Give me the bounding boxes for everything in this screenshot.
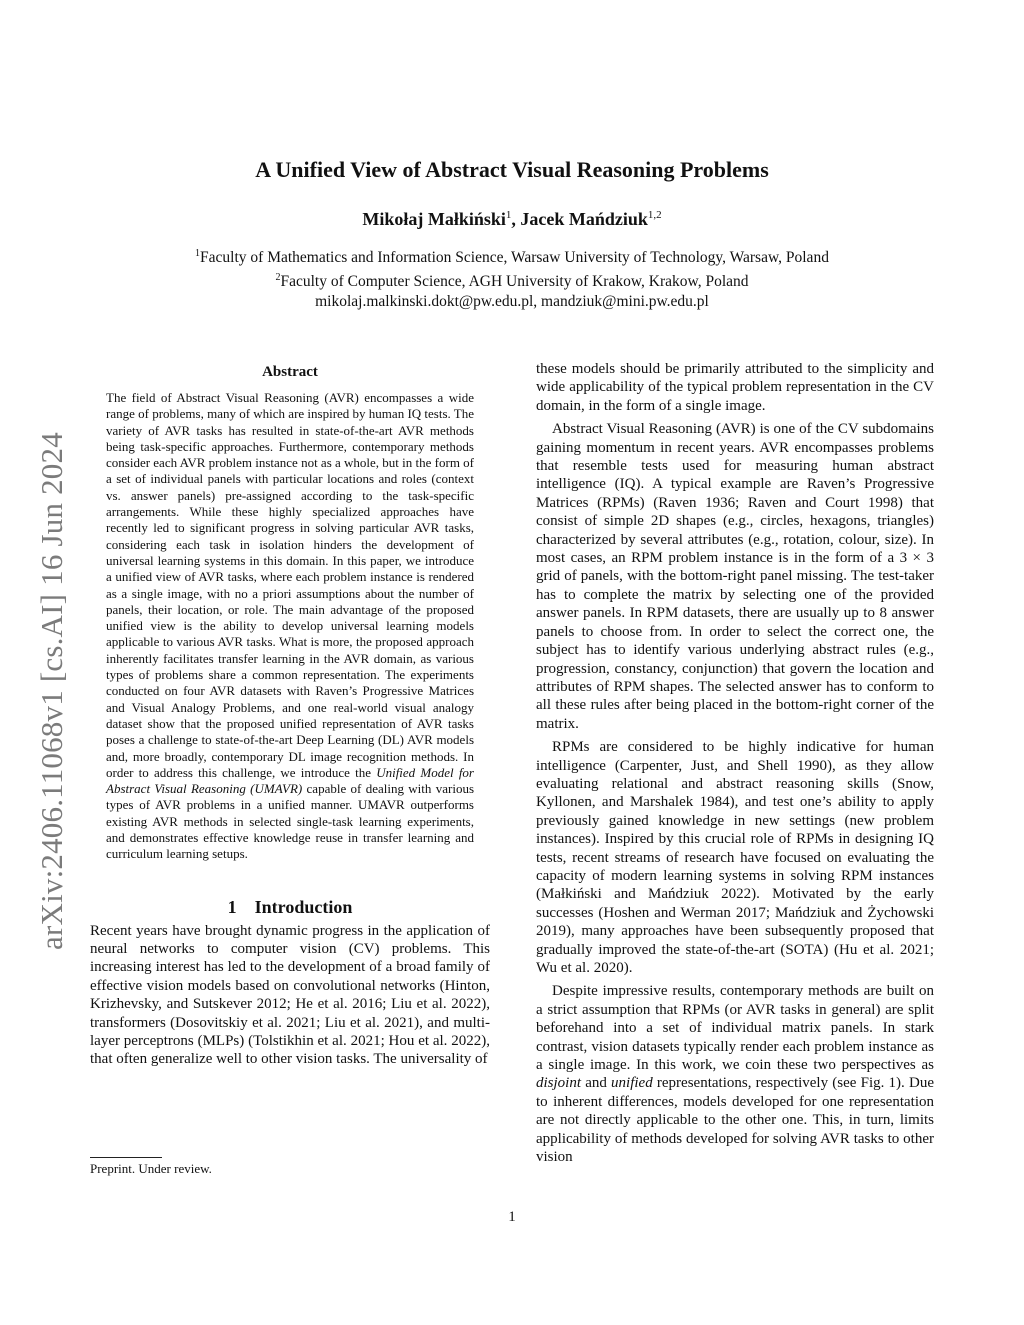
author-affiliation-mark: 1 xyxy=(505,209,512,221)
affiliation-2 xyxy=(0,268,1024,292)
arxiv-stamp[interactable]: arXiv:2406.11068v1 [cs.AI] 16 Jun 2024 xyxy=(34,432,69,950)
affiliation-text: Faculty of Mathematics and Information Science, Warsaw University of Technology, Warsaw, Poland xyxy=(200,249,829,267)
emphasis-unified: unified xyxy=(611,1075,653,1092)
affiliation-mark: 2 xyxy=(275,272,281,284)
abstract-heading: Abstract xyxy=(262,364,318,380)
right-column xyxy=(536,360,934,1166)
affiliation-text: Faculty of Computer Science, AGH University of Krakow, Krakow, Poland xyxy=(280,273,749,291)
abstract-text-main: The field of Abstract Visual Reasoning (AVR) encompasses a wide range of problems, many of which are inspired by human IQ tests. The variety of AVR tasks has resulted in state-of-the-art AVR methods being task-specific approaches. Furthermore, contemporary methods consider each AVR problem instance not as a whole, but in the form of a set of individual panels with particular locations and roles (context vs. answer panels) pre-assigned according to the task-specific arrangements. While these highly specialized approaches have recently led to significant progress in solving particular AVR tasks, considering each task in isolation hinders the development of universal learning systems in this domain. In this paper, we introduce a unified view of AVR tasks, where each problem instance is rendered as a single image, with no a priori assumptions about the number of panels, their location, or role. The main advantage of the proposed unified view is the ability to develop universal learning models applicable to various AVR tasks. What is more, the proposed approach inherently facilitates transfer learning in the AVR domain, as various types of problems share a common representation. The experiments conducted on four AVR datasets with Raven’s Progressive Matrices and Visual Analogy Problems, and one real-world visual analogy dataset show that the proposed unified representation of AVR tasks poses a challenge to state-of-the-art Deep Learning (DL) AVR models and, more broadly, contemporary DL image recognition methods. In order to address this challenge, we introduce the xyxy=(106,390,475,780)
footnote: Preprint. Under review. xyxy=(90,1161,212,1176)
body-text-span: Despite impressive results, contemporary methods are built on a strict assumption that RPMs (or AVR tasks in general) are split beforehand into a set of individual matrix panels. In stark contrast, vision datasets typically render each problem instance as a single image. In this work, we coin these two perspectives as xyxy=(536,983,934,1074)
body-paragraph: Abstract Visual Reasoning (AVR) is one of the CV subdomains gaining momentum in recent years. AVR encompasses problems that resemble tests used for measuring human abstract intelligence (IQ). A typical example are Raven’s Progressive Matrices (RPMs) (Raven 1936; Raven and Court 1998) that consist of simple 2D shapes (e.g., circles, hexagons, triangles) characterized by several attributes (e.g., rotation, colour, size). In most cases, an RPM problem instance is in the form of a 3 × 3 grid of panels, with the bottom-right panel missing. The test-taker has to complete the matrix by selecting one of the provided answer panels. In RPM datasets, there are usually up to 8 answer panels to choose from. In order to select the correct one, the subject has to identify various underlying abstract rules (e.g., progression, constancy, conjunction) that govern the location and attributes of RPM shapes. The selected answer has to conform to all these rules after being placed in the bottom-right corner of the matrix. xyxy=(536,421,934,732)
body-paragraph: these models should be primarily attributed to the simplicity and wide applicability of the typical problem representation in the CV domain, in the form of a single image. xyxy=(536,361,934,414)
body-text-span: and xyxy=(581,1075,612,1092)
introduction-paragraph: Recent years have brought dynamic progress in the application of neural networks to computer vision (CV) problems. This increasing interest has led to the development of a broad family of effective vision models based on convolutional networks (Hinton, Krizhevsky, and Sutskever 2012; He et al. 2016; Liu et al. 2022), transformers (Dosovitskiy et al. 2021; Liu et al. 2021), and multi-layer perceptrons (MLPs) (Tolstikhin et al. 2021; Hou et al. 2022), that often generalize well to other vision tasks. The universality of xyxy=(90,922,490,1068)
affiliation-1 xyxy=(0,244,1024,268)
paper-title: A Unified View of Abstract Visual Reasoning Problems xyxy=(255,157,769,182)
body-paragraph: RPMs are considered to be highly indicative for human intelligence (Carpenter, Just, and Shell 1990), as they allow evaluating relational and abstract reasoning skills (Snow, Kyllonen, and Marshalek 1984), and test one’s ability to apply previously gained knowledge in new settings (new problem instances). Inspired by this crucial role of RPMs in designing IQ tests, recent streams of research have focused on evaluating the capacity of modern learning systems in solving RPM instances (Małkiński and Mańdziuk 2022). Motivated by the early successes (Hoshen and Werman 2017; Mańdziuk and Żychowski 2019), many approaches have been subsequently proposed that gradually improved the state-of-the-art (SOTA) (Hu et al. 2021; Wu et al. 2020). xyxy=(536,739,934,976)
section-heading-introduction: 1 Introduction xyxy=(227,896,353,917)
author-name: Jacek Mańdziuk xyxy=(520,209,648,229)
author-separator: , xyxy=(511,209,521,229)
author-name: Mikołaj Małkiński xyxy=(362,209,506,229)
affiliation-mark: 1 xyxy=(195,248,201,259)
footnote-rule xyxy=(90,1157,162,1158)
affiliations xyxy=(0,244,1024,312)
body-paragraph xyxy=(536,982,934,1166)
arxiv-stamp-container xyxy=(34,370,70,950)
body-text-span: representations, respectively (see Fig. 1). Due to inherent differences, models developed for one representation are not directly applicable to the other one. This, in turn, limits applicability of methods developed for solving AVR tasks to other vision xyxy=(536,1075,934,1166)
author-emails[interactable]: mikolaj.malkinski.dokt@pw.edu.pl, mandziuk@mini.pw.edu.pl xyxy=(315,293,709,311)
author-list xyxy=(0,209,1024,230)
page-number: 1 xyxy=(508,1209,516,1225)
emphasis-disjoint: disjoint xyxy=(536,1075,582,1092)
abstract-text xyxy=(106,390,474,863)
abstract-model-name: Unified Model for Abstract Visual Reasoning (UMAVR) xyxy=(106,764,474,797)
left-column xyxy=(90,360,490,1069)
abstract-text-end: capable of dealing with various types of AVR problems in a unified manner. UMAVR outperforms existing AVR methods in selected single-task learning experiments, and demonstrates effective knowledge reuse in transfer learning and curriculum learning setups. xyxy=(106,781,474,862)
author-affiliation-mark: 1,2 xyxy=(647,209,662,221)
